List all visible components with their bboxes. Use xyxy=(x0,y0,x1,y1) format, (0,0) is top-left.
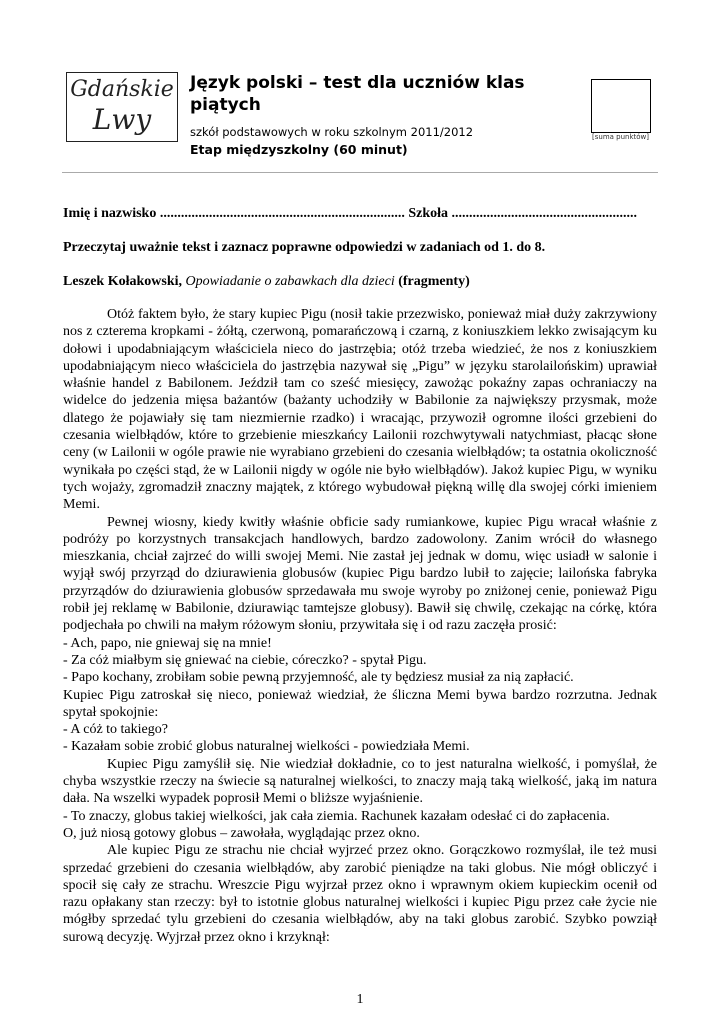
source-line xyxy=(63,273,657,290)
story-paragraph: - Za cóż miałbym się gniewać na ciebie, córeczko? - spytał Pigu. xyxy=(63,652,427,668)
test-subtitle: szkół podstawowych w roku szkolnym 2011/2012 xyxy=(190,125,474,139)
story-paragraph: - Papo kochany, zrobiłam sobie pewną przyjemność, ale ty będziesz musiał za nią zapłacić. xyxy=(63,670,574,686)
story-paragraph: - To znaczy, globus takiej wielkości, jak cała ziemia. Rachunek kazałam odesłać ci do zapłacenia. xyxy=(63,808,610,824)
source-work: Opowiadanie o zabawkach dla dzieci xyxy=(185,274,395,289)
header-divider xyxy=(62,172,658,173)
story-text xyxy=(63,306,657,946)
test-stage: Etap międzyszkolny (60 minut) xyxy=(190,142,408,157)
score-box[interactable] xyxy=(591,79,651,133)
story-paragraph: Kupiec Pigu zatroskał się nieco, ponieważ wiedział, że śliczna Memi bywa bardzo rozrzutna. Jednak spytał spokojnie: xyxy=(63,687,657,720)
story-paragraph: - Ach, papo, nie gniewaj się na mnie! xyxy=(63,635,272,651)
source-note: (fragmenty) xyxy=(394,274,470,289)
score-label: [suma punktów] xyxy=(592,133,650,141)
story-paragraph: - A cóż to takiego? xyxy=(63,722,168,738)
story-paragraph: Ale kupiec Pigu ze strachu nie chciał wyjrzeć przez okno. Gorączkowo rozmyślał, ile też musi sprzedać grzebieni do czesania wielbłądów, aby zarobić pieniądze na taki globus. Nie mógł obliczyć i spocił się cały ze strachu. Wreszcie Pigu wyjrzał przez okno i wprawnym okiem kupieckim ocenił od razu opłakany stan rzeczy: był to istotnie globus naturalnej wielkości i kupiec Pigu przez całe życie nie mógłby sprzedać tylu grzebieni do czesania wielbłądów, aby na taki globus zarobić. Szybko powziął surową decyzję. Wyjrzał przez okno i krzyknął: xyxy=(63,843,657,945)
logo-line-2: Lwy xyxy=(92,103,152,136)
story-paragraph: Pewnej wiosny, kiedy kwitły właśnie obficie sady rumiankowe, kupiec Pigu wracał właśnie z podróży po korzystnych transakcjach handlowych, bardzo zadowolony. Zanim wrócił do własnego mieszkania, chciał zajrzeć do willi swojej Memi. Nie zastał jej jednak w domu, więc usiadł w salonie i wyjął swój przyrząd do dziurawienia globusów (kupiec Pigu bardzo lubił to zajęcie; lailońska fabryka przyrządów do dziurawienia globusów sprzedawała mu swoje wyroby po zniżonej cenie, ponieważ Pigu robił jej reklamę w Babilonie, dziurawiąc tamtejsze globusy). Bawił się chwilę, czekając na córkę, która podjechała po chwili na małym różowym słoniu, przywitała się i od razu zaczęła prosić: xyxy=(63,514,657,634)
logo-gdanskie-lwy xyxy=(66,72,178,142)
story-paragraph: O, już niosą gotowy globus – zawołała, wyglądając przez okno. xyxy=(63,825,420,841)
name-school-line[interactable]: Imię i nazwisko ...................................................................... Szkoła ..................................................... xyxy=(63,206,638,221)
story-paragraph: Kupiec Pigu zamyślił się. Nie wiedział dokładnie, co to jest naturalna wielkość, i pomyślał, że chyba wszystkie rzeczy na świecie są naturalnej wielkości, to znaczy mają taką wielkość, jaką im natura dała. Na wszelki wypadek poprosił Memi o bliższe wyjaśnienie. xyxy=(63,756,657,807)
page-number: 1 xyxy=(356,992,364,1007)
source-author: Leszek Kołakowski, xyxy=(63,274,186,289)
story-paragraph: Otóż faktem było, że stary kupiec Pigu (nosił takie przezwisko, ponieważ miał duży zakrzywiony nos z czterema kropkami - żółtą, czerwoną, pomarańczową i czarną, z koniuszkiem lekko zwisającym ku dołowi i upodabniającym właściciela nieco do jastrzębia; otóż trzeba wiedzieć, że nos z koniuszkiem upodabniającym nieco właściciela do jastrzębia nazywał się „Pigu” w języku starolailońskim) uprawiał właśnie handel z Babilonem. Jeździł tam co sześć miesięcy, zawożąc pokaźny zapas ochraniaczy na widelce do jedzenia mięsa bażantów (bażanty uchodziły w Babilonie za największy przysmak, może dlatego że pojawiały się tam niezmiernie rzadko) i wracając, przywoził ogromne ilości grzebieni do czesania wielbłądów, które to grzebienie mieszkańcy Lailonii rozchwytywali natychmiast, płacąc słone ceny (w Lailonii w ogóle prawie nie wyrabiano grzebieni do czesania wielbłądów; ta ostatnia okoliczność wynikała po części stąd, że w Lailonii nigdy w ogóle nie było wielbłądów). Jakoż kupiec Pigu, w wyniku tych wojaży, zgromadził znaczny majątek, z którego wybudował piękną willę dla swojej córki imieniem Memi. xyxy=(63,307,657,513)
instruction: Przeczytaj uważnie tekst i zaznacz poprawne odpowiedzi w zadaniach od 1. do 8. xyxy=(63,240,546,255)
logo-line-1: Gdańskie xyxy=(70,77,174,102)
story-paragraph: - Kazałam sobie zrobić globus naturalnej wielkości - powiedziała Memi. xyxy=(63,739,470,755)
test-title: Język polski – test dla uczniów klas piątych xyxy=(190,73,525,115)
